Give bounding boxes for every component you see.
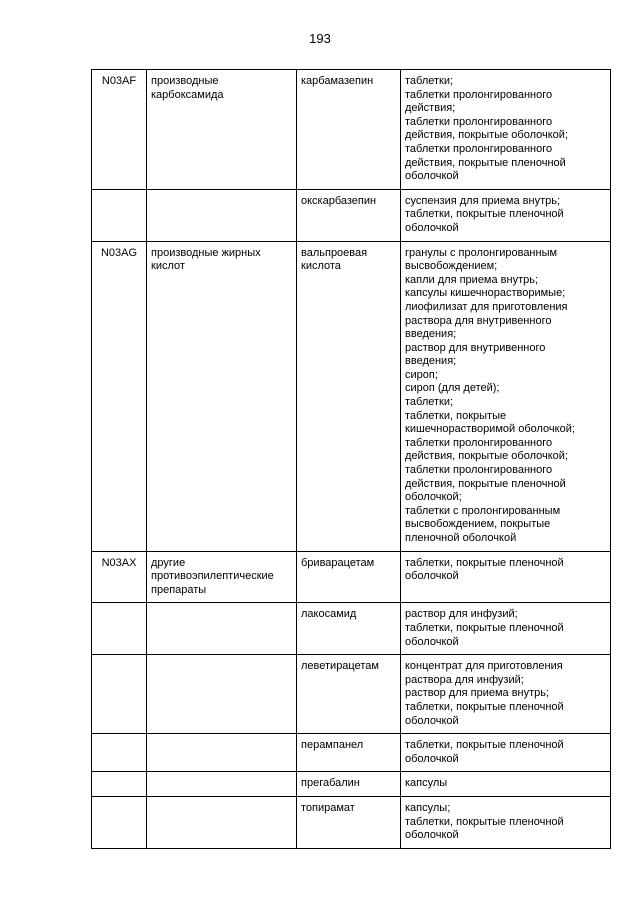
atc-code-cell bbox=[92, 655, 147, 734]
drug-name-cell-line: леветирацетам bbox=[301, 660, 379, 673]
dosage-forms-cell bbox=[401, 603, 611, 655]
drug-name-cell-line: бриварацетам bbox=[301, 556, 375, 569]
dosage-forms-cell-line: действия, покрытые пленочной bbox=[405, 477, 566, 490]
drug-name-cell-line: прегабалин bbox=[301, 777, 360, 790]
dosage-forms-cell-line: таблетки, покрытые пленочной bbox=[405, 556, 564, 569]
dosage-forms-cell-line: лиофилизат для приготовления bbox=[405, 300, 568, 313]
table-row bbox=[92, 551, 611, 603]
table-body bbox=[92, 70, 611, 849]
dosage-forms-cell-line: действия; bbox=[405, 102, 456, 115]
dosage-forms-cell-line: раствора для внутривенного bbox=[405, 314, 552, 327]
dosage-forms-cell-line: таблетки; bbox=[405, 396, 454, 409]
dosage-forms-cell bbox=[401, 551, 611, 603]
drug-name-cell-line: кислота bbox=[301, 260, 341, 273]
table-row bbox=[92, 734, 611, 772]
atc-code-cell: N03AF bbox=[92, 70, 147, 190]
dosage-forms-cell-line: раствор для инфузий; bbox=[405, 608, 518, 621]
dosage-forms-cell-line: капсулы bbox=[405, 777, 448, 790]
group-cell bbox=[147, 655, 297, 734]
table-row bbox=[92, 796, 611, 848]
table-row bbox=[92, 655, 611, 734]
dosage-forms-cell-line: сироп (для детей); bbox=[405, 382, 500, 395]
dosage-forms-cell-line: таблетки, покрытые bbox=[405, 409, 507, 422]
dosage-forms-cell-line: кишечнорастворимой оболочкой; bbox=[405, 423, 575, 436]
drug-name-cell bbox=[297, 70, 401, 190]
dosage-forms-cell-line: таблетки, покрытые пленочной bbox=[405, 208, 564, 221]
dosage-forms-cell-line: таблетки, покрытые пленочной bbox=[405, 621, 564, 634]
drug-name-cell bbox=[297, 603, 401, 655]
atc-code-cell bbox=[92, 734, 147, 772]
dosage-forms-cell-line: таблетки; bbox=[405, 75, 454, 87]
dosage-forms-cell-line: раствор для внутривенного bbox=[405, 341, 546, 354]
dosage-forms-cell-line: концентрат для приготовления bbox=[405, 660, 563, 673]
drug-name-cell-line: перампанел bbox=[301, 739, 364, 752]
group-cell bbox=[147, 189, 297, 241]
dosage-forms-cell bbox=[401, 655, 611, 734]
dosage-forms-cell-line: капли для приема внутрь; bbox=[405, 273, 539, 286]
dosage-forms-cell-line: суспензия для приема внутрь; bbox=[405, 194, 561, 207]
dosage-forms-cell-line: раствора для инфузий; bbox=[405, 673, 524, 686]
drug-name-cell-line: карбамазепин bbox=[301, 75, 374, 87]
table-row bbox=[92, 70, 611, 190]
page-number: 193 bbox=[309, 31, 331, 46]
dosage-forms-cell bbox=[401, 772, 611, 797]
group-cell bbox=[147, 241, 297, 551]
dosage-forms-cell-line: действия, покрытые оболочкой; bbox=[405, 450, 569, 463]
table-row bbox=[92, 603, 611, 655]
dosage-forms-cell bbox=[401, 189, 611, 241]
group-cell bbox=[147, 734, 297, 772]
dosage-forms-cell-line: таблетки пролонгированного bbox=[405, 464, 553, 477]
dosage-forms-cell bbox=[401, 70, 611, 190]
dosage-forms-cell-line: пленочной оболочкой bbox=[405, 532, 517, 544]
group-cell-line: противоэпилептические bbox=[151, 570, 274, 583]
dosage-forms-cell-line: оболочкой bbox=[405, 752, 459, 765]
dosage-forms-cell-line: таблетки, покрытые пленочной bbox=[405, 739, 564, 752]
dosage-forms-cell-line: капсулы кишечнорастворимые; bbox=[405, 287, 566, 300]
dosage-forms-cell-line: введения; bbox=[405, 328, 457, 341]
dosage-forms-cell-line: оболочкой bbox=[405, 570, 459, 583]
group-cell-line: производные жирных bbox=[151, 246, 261, 259]
table-row bbox=[92, 241, 611, 551]
drug-table bbox=[91, 69, 611, 849]
dosage-forms-cell-line: оболочкой bbox=[405, 829, 459, 842]
drug-name-cell bbox=[297, 655, 401, 734]
drug-name-cell bbox=[297, 241, 401, 551]
dosage-forms-cell-line: таблетки пролонгированного bbox=[405, 142, 553, 155]
table-row bbox=[92, 189, 611, 241]
dosage-forms-cell-line: оболочкой bbox=[405, 714, 459, 727]
drug-name-cell bbox=[297, 551, 401, 603]
atc-code-cell: N03AX bbox=[92, 551, 147, 603]
drug-name-cell bbox=[297, 796, 401, 848]
drug-name-cell-line: вальпроевая bbox=[301, 246, 368, 259]
dosage-forms-cell-line: оболочкой; bbox=[405, 491, 462, 504]
group-cell-line: другие bbox=[151, 556, 186, 569]
atc-code-cell bbox=[92, 189, 147, 241]
drug-name-cell-line: окскарбазепин bbox=[301, 194, 377, 207]
dosage-forms-cell-line: оболочкой bbox=[405, 635, 459, 648]
dosage-forms-cell-line: таблетки пролонгированного bbox=[405, 115, 553, 128]
group-cell-line: производные bbox=[151, 75, 219, 87]
drug-name-cell bbox=[297, 734, 401, 772]
dosage-forms-cell-line: введения; bbox=[405, 355, 457, 368]
dosage-forms-cell bbox=[401, 796, 611, 848]
table-row bbox=[92, 772, 611, 797]
dosage-forms-cell-line: высвобождением; bbox=[405, 260, 498, 273]
atc-code-cell bbox=[92, 772, 147, 797]
dosage-forms-cell bbox=[401, 734, 611, 772]
group-cell-line: препараты bbox=[151, 583, 207, 596]
group-cell bbox=[147, 603, 297, 655]
dosage-forms-cell-line: таблетки, покрытые пленочной bbox=[405, 700, 564, 713]
dosage-forms-cell-line: таблетки, покрытые пленочной bbox=[405, 815, 564, 828]
dosage-forms-cell-line: таблетки с пролонгированным bbox=[405, 504, 561, 517]
dosage-forms-cell-line: гранулы с пролонгированным bbox=[405, 246, 558, 259]
atc-code-cell bbox=[92, 796, 147, 848]
dosage-forms-cell-line: действия, покрытые пленочной bbox=[405, 156, 566, 169]
dosage-forms-cell-line: оболочкой bbox=[405, 170, 459, 183]
dosage-forms-cell-line: сироп; bbox=[405, 368, 438, 381]
dosage-forms-cell-line: таблетки пролонгированного bbox=[405, 436, 553, 449]
group-cell bbox=[147, 772, 297, 797]
dosage-forms-cell-line: оболочкой bbox=[405, 221, 459, 234]
atc-code-cell bbox=[92, 603, 147, 655]
group-cell-line: кислот bbox=[151, 260, 185, 273]
dosage-forms-cell-line: раствор для приема внутрь; bbox=[405, 687, 550, 700]
dosage-forms-cell-line: таблетки пролонгированного bbox=[405, 88, 553, 101]
drug-name-cell-line: топирамат bbox=[301, 801, 355, 814]
group-cell-line: карбоксамида bbox=[151, 88, 224, 101]
drug-name-cell-line: лакосамид bbox=[301, 608, 357, 621]
group-cell bbox=[147, 796, 297, 848]
dosage-forms-cell-line: действия, покрытые оболочкой; bbox=[405, 129, 569, 142]
atc-code-cell: N03AG bbox=[92, 241, 147, 551]
dosage-forms-cell bbox=[401, 241, 611, 551]
drug-name-cell bbox=[297, 772, 401, 797]
dosage-forms-cell-line: капсулы; bbox=[405, 801, 451, 814]
dosage-forms-cell-line: высвобождением, покрытые bbox=[405, 518, 551, 531]
drug-name-cell bbox=[297, 189, 401, 241]
group-cell bbox=[147, 551, 297, 603]
group-cell bbox=[147, 70, 297, 190]
